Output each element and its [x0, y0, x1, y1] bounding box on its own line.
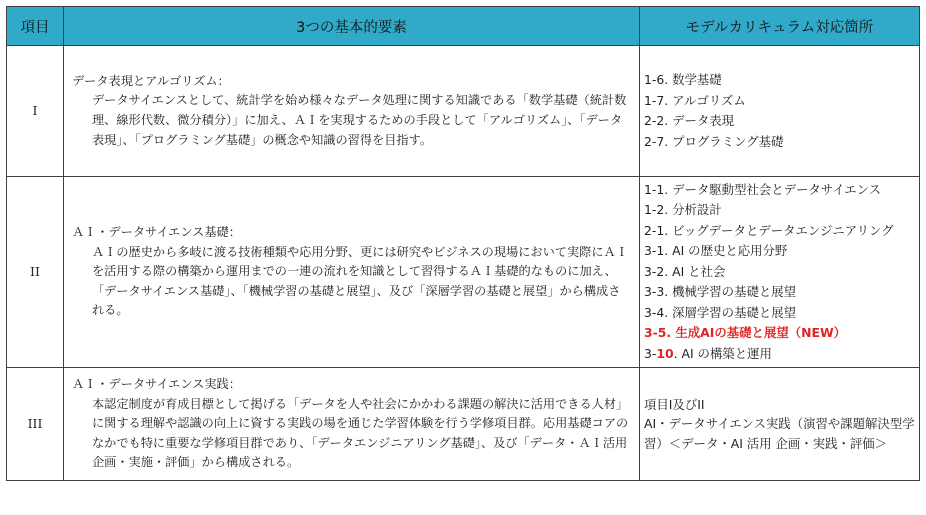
header-model-curriculum: モデルカリキュラム対応箇所	[640, 7, 920, 46]
row-body: 本認定制度が育成目標として掲げる「データを人や社会にかかわる課題の解決に活用できる人材」に関する理解や認識の向上に資する実践の場を通じた学習体験を行う学修項目群。応用基礎コアのなかでも特に重要な学修項目群であり、「データエンジニアリング基礎」、及び「データ・ＡＩ活用 企画・実施・評価」から構成される。	[92, 396, 629, 470]
model-item: 3-1. AI の歴史と応用分野	[644, 243, 788, 259]
header-row	[7, 7, 920, 46]
model-item: 1-7. アルゴリズム	[644, 92, 746, 108]
row-number: I	[7, 46, 64, 177]
row-description	[64, 177, 640, 368]
row-body: データサイエンスとして、統計学を始め様々なデータ処理に関する知識である「数学基礎（統計数理、線形代数、微分積分）」に加え、ＡＩを実現するための手段として「アルゴリズム」、「データ表現」、「プログラミング基礎」の概念や知識の習得を目指す。	[92, 93, 627, 147]
model-item: 1-6. 数学基礎	[644, 72, 722, 87]
row-model-curriculum	[640, 368, 920, 481]
model-item: 項目I及びII	[644, 396, 705, 412]
model-item: 3-3. 機械学習の基礎と展望	[644, 284, 797, 300]
header-item: 項目	[7, 7, 64, 46]
model-item-last	[644, 344, 915, 365]
table-row	[7, 177, 920, 368]
model-item: AI・データサイエンス実践（演習や課題解決型学習）＜データ・AI 活用 企画・実践・評価＞	[644, 416, 915, 451]
row-body: ＡＩの歴史から多岐に渡る技術種類や応用分野、更には研究やビジネスの現場において実際にＡＩを活用する際の構築から運用までの一連の流れを知識として習得するＡＩ基礎的なものに加え、「データサイエンス基礎」、「機械学習の基礎と展望」、及び「深層学習の基礎と展望」から構成される。	[92, 244, 628, 318]
curriculum-table	[6, 6, 920, 481]
model-item: 2-2. データ表現	[644, 113, 735, 128]
row-model-curriculum	[640, 46, 920, 177]
table-row	[7, 368, 920, 481]
row-title: ＡＩ・データサイエンス基礎：	[72, 225, 241, 240]
row-model-curriculum	[640, 177, 920, 368]
row-number: III	[7, 368, 64, 481]
model-item: 2-7. プログラミング基礎	[644, 133, 784, 149]
model-item: 3-2. AI と社会	[644, 263, 726, 279]
model-item: 1-1. データ駆動型社会とデータサイエンス	[644, 181, 882, 197]
table-row	[7, 46, 920, 177]
row-number: II	[7, 177, 64, 368]
model-item: 1-2. 分析設計	[644, 202, 722, 218]
model-item: 2-1. ビッグデータとデータエンジニアリング	[644, 222, 894, 238]
row-title: データ表現とアルゴリズム：	[72, 73, 230, 88]
model-item: 3-4. 深層学習の基礎と展望	[644, 304, 797, 320]
row-description	[64, 46, 640, 177]
model-item-suffix: . AI の構築と運用	[673, 345, 772, 361]
row-title: ＡＩ・データサイエンス実践：	[72, 377, 241, 392]
row-description	[64, 368, 640, 481]
curriculum-table-wrapper	[6, 6, 920, 481]
header-elements: 3つの基本的要素	[64, 7, 640, 46]
model-item-highlight-number: 10	[656, 345, 674, 361]
model-item-new: 3-5. 生成AIの基礎と展望（NEW）	[644, 325, 847, 341]
model-item-prefix: 3-	[644, 345, 657, 361]
